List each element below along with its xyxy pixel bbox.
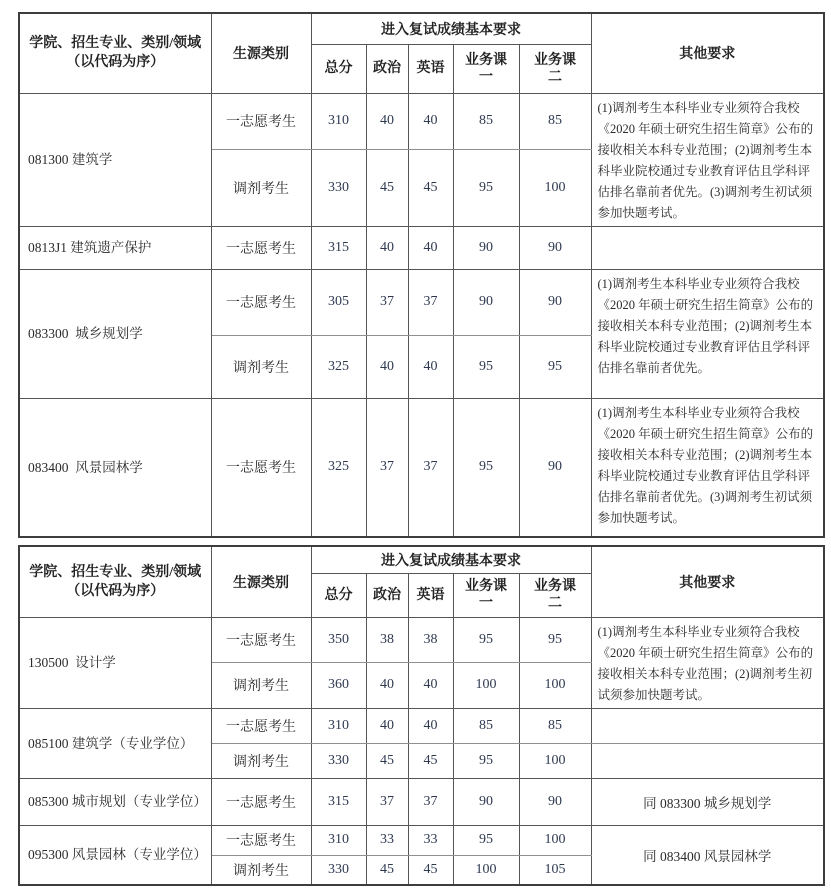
score-english-header xyxy=(408,44,453,93)
score-course2-header-line2: 二 xyxy=(548,69,562,85)
score-politics-header xyxy=(366,573,408,617)
score-course1-header xyxy=(453,573,519,617)
score-english-cell: 45 xyxy=(408,743,453,778)
score-politics-cell: 40 xyxy=(366,663,408,709)
score-politics-header-line1: 政治 xyxy=(373,61,401,76)
score-politics-header xyxy=(366,44,408,93)
score-english-header-line1: 英语 xyxy=(416,587,445,603)
score-course2-header xyxy=(519,44,591,93)
score-total-cell: 315 xyxy=(311,226,366,269)
score-course1-header xyxy=(453,44,519,93)
score-english-cell: 45 xyxy=(408,150,453,226)
program-cell: 081300 建筑学 xyxy=(19,93,211,226)
program-cell: 095300 风景园林（专业学位） xyxy=(19,825,211,885)
program-column-header xyxy=(19,546,211,617)
admission-score-table-upper xyxy=(18,12,825,538)
table-row xyxy=(19,93,824,150)
score-course1-header-line2: 一 xyxy=(479,69,493,85)
program-cell: 130500 设计学 xyxy=(19,617,211,708)
score-course1-cell: 95 xyxy=(453,335,519,398)
program-cell: 0813J1 建筑遗产保护 xyxy=(19,226,211,269)
score-politics-cell: 40 xyxy=(366,335,408,398)
score-course1-cell: 95 xyxy=(453,398,519,537)
score-politics-cell: 40 xyxy=(366,93,408,150)
score-course1-cell: 90 xyxy=(453,226,519,269)
other-requirements-cell xyxy=(591,708,824,743)
score-english-cell: 40 xyxy=(408,335,453,398)
other-requirements-cell: 同 083300 城乡规划学 xyxy=(591,778,824,825)
table-row xyxy=(19,398,824,537)
other-requirements-cell: 同 083400 风景园林学 xyxy=(591,825,824,885)
other-requirements-cell xyxy=(591,226,824,269)
score-english-cell: 33 xyxy=(408,825,453,855)
score-course1-cell: 90 xyxy=(453,778,519,825)
score-total-header-line1: 总分 xyxy=(324,587,353,603)
program-cell: 083400 风景园林学 xyxy=(19,398,211,537)
score-politics-cell: 45 xyxy=(366,743,408,778)
score-english-cell: 38 xyxy=(408,617,453,663)
candidate-type-cell: 调剂考生 xyxy=(211,743,311,778)
candidate-type-cell: 调剂考生 xyxy=(211,855,311,885)
program-column-header-line1: 学院、招生专业、类别/领域 xyxy=(29,36,202,52)
score-english-cell: 37 xyxy=(408,398,453,537)
score-politics-cell: 45 xyxy=(366,855,408,885)
score-politics-cell: 45 xyxy=(366,150,408,226)
candidate-type-cell: 一志愿考生 xyxy=(211,269,311,335)
other-requirements-cell: (1)调剂考生本科毕业专业须符合我校《2020 年硕士研究生招生简章》公布的接收相关本科专业范围；(2)调剂考生初试须参加快题考试。 xyxy=(591,617,824,708)
program-cell: 085100 建筑学（专业学位） xyxy=(19,708,211,778)
score-course1-header-line1: 业务课 xyxy=(465,579,507,594)
score-course1-cell: 95 xyxy=(453,150,519,226)
score-total-cell: 325 xyxy=(311,398,366,537)
program-column-header-line2: （以代码为序） xyxy=(66,55,165,71)
score-total-cell: 310 xyxy=(311,825,366,855)
program-column-header xyxy=(19,13,211,93)
table-row xyxy=(19,226,824,269)
program-cell: 085300 城市规划（专业学位） xyxy=(19,778,211,825)
score-course2-cell: 85 xyxy=(519,93,591,150)
score-politics-cell: 37 xyxy=(366,269,408,335)
score-total-cell: 305 xyxy=(311,269,366,335)
score-english-cell: 40 xyxy=(408,708,453,743)
score-course2-cell: 95 xyxy=(519,335,591,398)
score-course1-cell: 100 xyxy=(453,855,519,885)
score-course2-header-line1: 业务课 xyxy=(534,579,576,594)
source-type-column-header: 生源类别 xyxy=(211,546,311,617)
score-course1-cell: 95 xyxy=(453,825,519,855)
table-row xyxy=(19,269,824,335)
score-total-cell: 350 xyxy=(311,617,366,663)
score-english-cell: 37 xyxy=(408,778,453,825)
score-total-cell: 310 xyxy=(311,93,366,150)
other-requirements-cell xyxy=(591,743,824,778)
score-english-header-line1: 英语 xyxy=(416,61,445,76)
score-course2-cell: 100 xyxy=(519,663,591,709)
candidate-type-cell: 一志愿考生 xyxy=(211,617,311,663)
score-course1-cell: 95 xyxy=(453,743,519,778)
candidate-type-cell: 调剂考生 xyxy=(211,663,311,709)
score-total-cell: 360 xyxy=(311,663,366,709)
score-politics-cell: 37 xyxy=(366,398,408,537)
score-english-cell: 40 xyxy=(408,663,453,709)
other-requirements-header: 其他要求 xyxy=(591,546,824,617)
score-course1-cell: 85 xyxy=(453,708,519,743)
other-requirements-cell: (1)调剂考生本科毕业专业须符合我校《2020 年硕士研究生招生简章》公布的接收相关本科专业范围；(2)调剂考生本科毕业院校通过专业教育评估且学科评估排名靠前者优先。(3)调剂考生初试须参加快题考试。 xyxy=(591,398,824,537)
candidate-type-cell: 一志愿考生 xyxy=(211,778,311,825)
score-course2-cell: 100 xyxy=(519,825,591,855)
score-total-cell: 330 xyxy=(311,150,366,226)
score-course2-header xyxy=(519,573,591,617)
score-politics-cell: 37 xyxy=(366,778,408,825)
score-course1-cell: 95 xyxy=(453,617,519,663)
program-column-header-line1: 学院、招生专业、类别/领域 xyxy=(29,564,202,580)
header-row-1 xyxy=(19,13,824,44)
score-english-header xyxy=(408,573,453,617)
score-total-header-line1: 总分 xyxy=(324,61,353,76)
score-politics-header-line1: 政治 xyxy=(373,587,401,603)
score-total-header xyxy=(311,44,366,93)
source-type-column-header: 生源类别 xyxy=(211,13,311,93)
candidate-type-cell: 调剂考生 xyxy=(211,335,311,398)
other-requirements-cell: (1)调剂考生本科毕业专业须符合我校《2020 年硕士研究生招生简章》公布的接收相关本科专业范围；(2)调剂考生本科毕业院校通过专业教育评估且学科评估排名靠前者优先。(3)调剂考生初试须参加快题考试。 xyxy=(591,93,824,226)
score-course2-cell: 90 xyxy=(519,398,591,537)
score-course1-header-line2: 一 xyxy=(479,596,493,611)
score-requirements-group-header: 进入复试成绩基本要求 xyxy=(311,546,591,573)
candidate-type-cell: 一志愿考生 xyxy=(211,398,311,537)
score-course2-cell: 90 xyxy=(519,269,591,335)
score-politics-cell: 38 xyxy=(366,617,408,663)
score-politics-cell: 40 xyxy=(366,226,408,269)
score-english-cell: 40 xyxy=(408,93,453,150)
table-row xyxy=(19,825,824,855)
score-politics-cell: 33 xyxy=(366,825,408,855)
candidate-type-cell: 一志愿考生 xyxy=(211,708,311,743)
score-course1-header-line1: 业务课 xyxy=(465,52,507,68)
header-row-1 xyxy=(19,546,824,573)
candidate-type-cell: 调剂考生 xyxy=(211,150,311,226)
score-course2-cell: 95 xyxy=(519,617,591,663)
score-english-cell: 40 xyxy=(408,226,453,269)
program-cell: 083300 城乡规划学 xyxy=(19,269,211,398)
score-course2-cell: 85 xyxy=(519,708,591,743)
table-row xyxy=(19,708,824,743)
other-requirements-header: 其他要求 xyxy=(591,13,824,93)
score-course2-cell: 105 xyxy=(519,855,591,885)
table-row xyxy=(19,617,824,663)
score-course1-cell: 85 xyxy=(453,93,519,150)
score-requirements-group-header: 进入复试成绩基本要求 xyxy=(311,13,591,44)
score-total-cell: 315 xyxy=(311,778,366,825)
score-total-header xyxy=(311,573,366,617)
score-course1-cell: 90 xyxy=(453,269,519,335)
score-course2-cell: 100 xyxy=(519,150,591,226)
candidate-type-cell: 一志愿考生 xyxy=(211,93,311,150)
score-course2-header-line2: 二 xyxy=(548,596,562,611)
other-requirements-cell: (1)调剂考生本科毕业专业须符合我校《2020 年硕士研究生招生简章》公布的接收相关本科专业范围；(2)调剂考生本科毕业院校通过专业教育评估且学科评估排名靠前者优先。 xyxy=(591,269,824,398)
table-row xyxy=(19,778,824,825)
program-column-header-line2: （以代码为序） xyxy=(66,583,165,599)
candidate-type-cell: 一志愿考生 xyxy=(211,226,311,269)
score-english-cell: 45 xyxy=(408,855,453,885)
candidate-type-cell: 一志愿考生 xyxy=(211,825,311,855)
score-total-cell: 330 xyxy=(311,743,366,778)
score-english-cell: 37 xyxy=(408,269,453,335)
score-total-cell: 325 xyxy=(311,335,366,398)
score-total-cell: 310 xyxy=(311,708,366,743)
admission-score-table-lower xyxy=(18,545,825,886)
score-total-cell: 330 xyxy=(311,855,366,885)
score-course2-cell: 100 xyxy=(519,743,591,778)
score-course1-cell: 100 xyxy=(453,663,519,709)
score-course2-cell: 90 xyxy=(519,226,591,269)
score-course2-cell: 90 xyxy=(519,778,591,825)
score-course2-header-line1: 业务课 xyxy=(534,52,576,68)
score-politics-cell: 40 xyxy=(366,708,408,743)
